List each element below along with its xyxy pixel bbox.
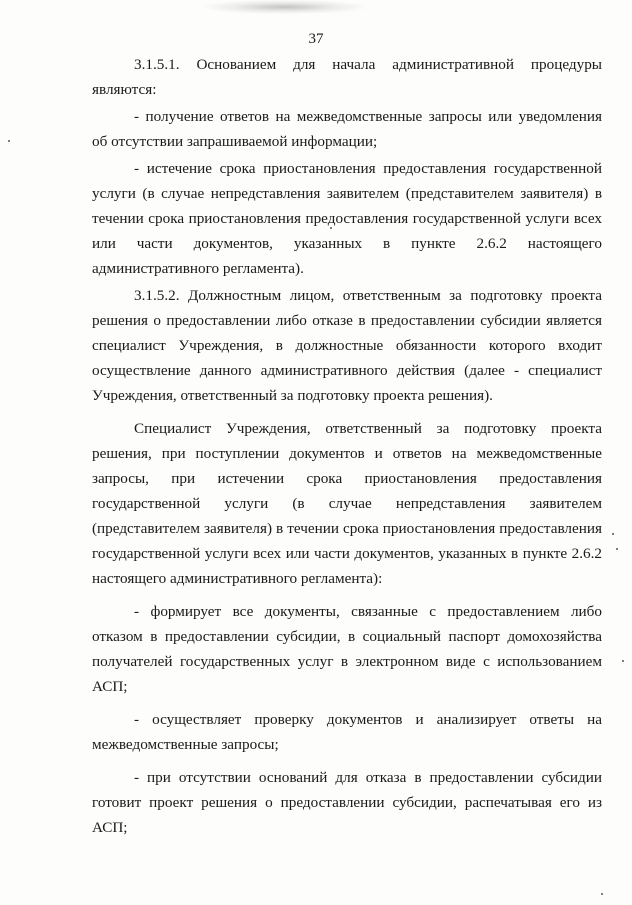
page-number: 37 bbox=[308, 31, 324, 47]
scan-artifact bbox=[205, 0, 365, 14]
paragraph-item-suspension-expiry: - истечение срока приостановления предоставления государственной услуги (в случае непредставления заявителем (представителем заявителя) в течении срока приостановления предоставления государственной услуги всех или части документов, указанных в пункте 2.6.2 настоящего административного регламента). bbox=[92, 160, 602, 277]
paragraph-item-forms-documents: - формирует все документы, связанные с предоставлением либо отказом в предоставлении субсидии, в социальный паспорт домохозяйства получателей государственных услуг в электронном виде с использованием АСП; bbox=[92, 603, 602, 695]
paragraph-item-prepares-decision: - при отсутствии оснований для отказа в предоставлении субсидии готовит проект решения о предоставлении субсидии, распечатывая его из АСП; bbox=[92, 769, 602, 836]
paragraph-item-checks-documents: - осуществляет проверку документов и анализирует ответы на межведомственные запросы; bbox=[92, 711, 602, 753]
paragraph-item-responses: - получение ответов на межведомственные запросы или уведомления об отсутствии запрашиваемой информации; bbox=[92, 108, 602, 150]
paragraph-3-1-5-2: 3.1.5.2. Должностным лицом, ответственным за подготовку проекта решения о предоставлении либо отказе в предоставлении субсидии является специалист Учреждения, в должностные обязанности которого входит осуществление данного административного действия (далее - специалист Учреждения, ответственный за подготовку проекта решения). bbox=[92, 287, 602, 404]
document-body bbox=[92, 52, 602, 840]
paragraph-specialist: Специалист Учреждения, ответственный за подготовку проекта решения, при поступлении документов и ответов на межведомственные запросы, при истечении срока приостановления предоставления государственной услуги (в случае непредставления заявителем (представителем заявителя) в течении срока приостановления предоставления государственной услуги всех или части документов, указанных в пункте 2.6.2 настоящего административного регламента): bbox=[92, 420, 602, 587]
paragraph-3-1-5-1: 3.1.5.1. Основанием для начала административной процедуры являются: bbox=[92, 56, 602, 98]
